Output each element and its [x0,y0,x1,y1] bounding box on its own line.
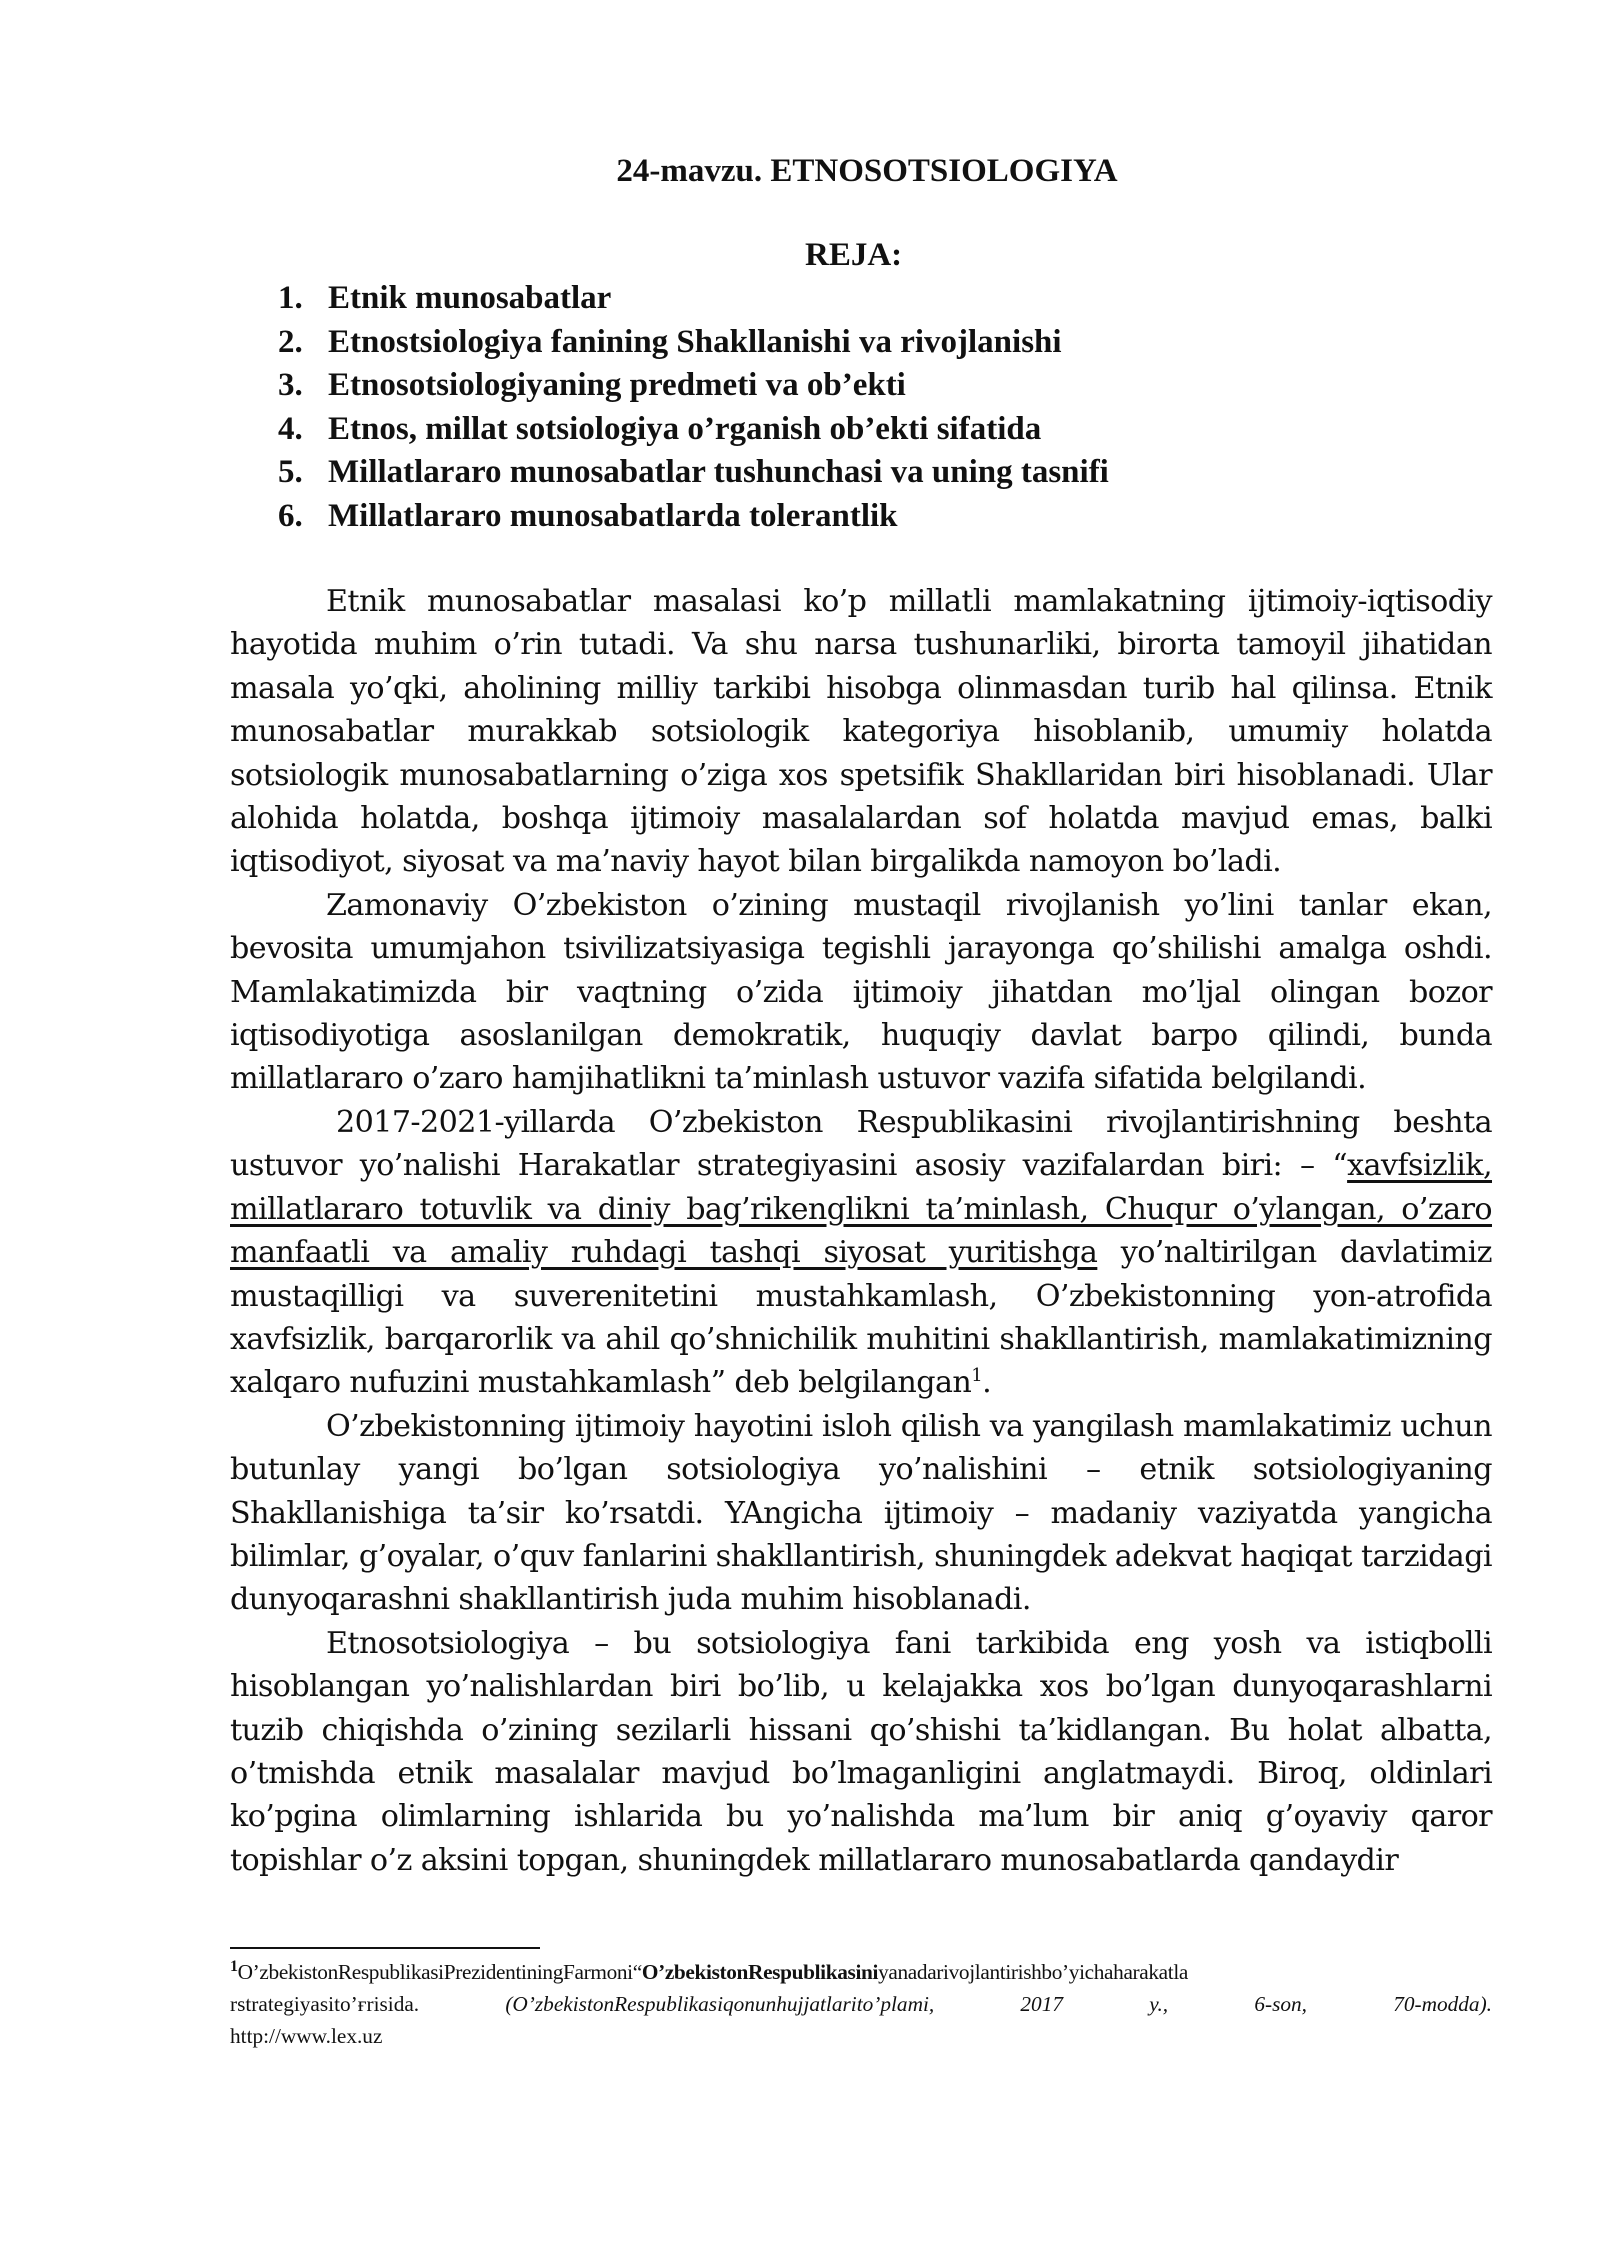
plan-list [230,277,1492,538]
paragraph: Etnik munosabatlar masalasi ko’p millatli mamlakatning ijtimoiy-iqtisodiy hayotida muhim o’rin tutadi. Va shu narsa tushunarliki, birorta tamoyil jihatidan masala yo’qki, aholining milliy tarkibi hisobga olinmasdan turib hal qilinsa. Etnik munosabatlar murakkab sotsiologik kategoriya hisoblanib, umumiy holatda sotsiologik munosabatlarning o’ziga xos spetsifik Shakllaridan biri hisoblanadi. Ular alohida holatda, boshqa ijtimoiy masalalardan sof holatda mavjud emas, balki iqtisodiyot, siyosat va ma’naviy hayot bilan birgalikda namoyon bo’ladi. [230,584,1492,880]
plan-item: 1. Etnik munosabatlar [278,280,612,316]
footnote-mark: 1 [230,1957,238,1975]
underlined-quote: xavfsizlik, millatlararo totuvlik va diniy bag’rikenglikni ta’minlash, Chuqur o’ylangan, o’zaro manfaatli va amaliy ruhdagi tashqi siyosat yuritishga [230,1148,1492,1271]
plan-heading: REJA: [805,237,903,273]
plan-item: 4. Etnos, millat sotsiologiya o’rganish ob’ekti sifatida [278,410,1042,447]
page-title: 24-mavzu. ETNOSOTSIOLOGIYA [616,153,1118,189]
plan-item: 2. Etnostsiologiya fanining Shakllanishi va rivojlanishi [278,323,1062,360]
paragraph: O’zbekistonning ijtimoiy hayotini isloh qilish va yangilash mamlakatimiz uchun butunlay yangi bo’lgan sotsiologiya yo’nalishini – etnik sotsiologiyaning Shakllanishiga ta’sir ko’rsatdi. YAngicha ijtimoiy – madaniy vaziyatda yangicha bilimlar, g’oyalar, o’quv fanlarini shakllantirish, shuningdek adekvat haqiqat tarzidagi dunyoqarashni shakllantirish juda muhim hisoblanadi. [230,1408,1492,1618]
body-text [230,580,1492,1882]
footnote-separator [230,1947,540,1949]
paragraph: Zamonaviy O’zbekiston o’zining mustaqil rivojlanish yo’lini tanlar ekan, bevosita umumjahon tsivilizatsiyasiga tegishli jarayonga qo’shilishi amalga oshdi. Mamlakatimizda bir vaqtning o’zida ijtimoiy jihatdan mo’ljal olingan bozor iqtisodiyotiga asoslanilgan demokratik, huquqiy davlat barpo qilindi, bunda millatlararo o’zaro hamjihatlikni ta’minlash ustuvor vazifa sifatida belgilandi. [230,887,1492,1097]
plan-item: 3. Etnosotsiologiyaning predmeti va ob’ekti [278,367,906,403]
footnote-link[interactable]: http://www.lex.uz [230,2024,383,2048]
footnote-reference[interactable]: 1 [971,1365,983,1387]
plan-item: 5. Millatlararo munosabatlar tushunchasi va uning tasnifi [278,454,1109,490]
plan-item: 6. Millatlararo munosabatlarda tolerantlik [278,497,898,534]
footnote: $^1$O’zbekistonRespublikasiPrezidentiningFarmoni“O’zbekistonRespublikasiniyanadarivojlantirishbo’yichaharakatla rstrategiyasito’ғrisida. (O’zbekistonRespublikasiqonunhujjatlarito’plami, 2017 y., 6-son, 70-modda). http://www.lex.uz [230,1956,1492,2052]
paragraph: Etnosotsiologiya – bu sotsiologiya fani tarkibida eng yosh va istiqbolli hisoblangan yo’nalishlardan biri bo’lib, u kelajakka xos bo’lgan dunyoqarashlarni tuzib chiqishda o’zining sezilarli hissani qo’shishi ta’kidlangan. Bu holat albatta, o’tmishda etnik masalalar mavjud bo’lmaganligini anglatmaydi. Biroq, oldinlari ko’pgina olimlarning ishlarida bu yo’nalishda ma’lum bir aniq g’oyaviy qaror topishlar o’z aksini topgan, shuningdek millatlararo munosabatlarda qandaydir [230,1625,1492,1878]
paragraph: 2017-2021-yillarda O’zbekiston Respublikasini rivojlantirishning beshta ustuvor yo’nalishi Harakatlar strategiyasini asosiy vazifalardan biri: – “xavfsizlik, millatlararo totuvlik va diniy bag’rikenglikni ta’minlash, Chuqur o’ylangan, o’zaro manfaatli va amaliy ruhdagi tashqi siyosat yuritishga yo’naltirilgan davlatimiz mustaqilligi va suverenitetini mustahkamlash, O’zbekistonning yon-atrofida xavfsizlik, barqarorlik va ahil qo’shnichilik muhitini shakllantirish, mamlakatimizning xalqaro nufuzini mustahkamlash” deb belgilangan$^1$. [230,1104,1492,1401]
